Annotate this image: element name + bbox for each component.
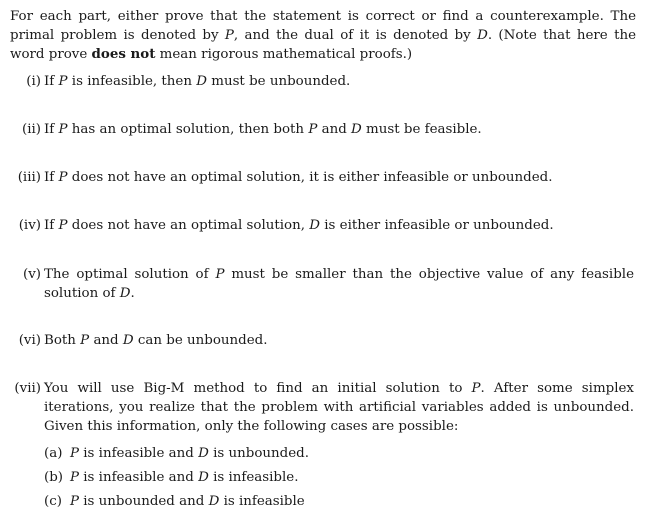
text-segment: . After some simplex iterations, you realize that the problem with artificial variables added is unbounded. Given this information, only the following cases are possible: xyxy=(44,381,634,434)
intro-paragraph xyxy=(10,7,636,64)
math-symbol: P xyxy=(58,170,68,185)
item-label: (ii) xyxy=(21,122,41,137)
item-label: (iv) xyxy=(18,218,41,233)
intro-emphasis: does not xyxy=(91,46,156,62)
text-segment: The optimal solution of xyxy=(44,267,216,282)
text-segment: can be unbounded. xyxy=(133,333,268,348)
text-segment: is unbounded and xyxy=(79,494,209,509)
math-symbol: P xyxy=(308,122,318,137)
math-symbol: P xyxy=(80,333,90,348)
text-segment: must be feasible. xyxy=(361,122,482,137)
math-symbol: D xyxy=(208,494,220,509)
text-segment: must be smaller than the objective value of any feasible solution of xyxy=(44,267,634,301)
math-symbol: D xyxy=(351,122,362,137)
text-segment: If xyxy=(44,74,59,89)
math-symbol: D xyxy=(198,470,209,485)
question-item-i xyxy=(0,72,667,91)
text-segment: is unbounded. xyxy=(208,446,309,461)
item-label: (v) xyxy=(22,267,41,282)
question-item-vii xyxy=(0,379,667,436)
question-item-ii xyxy=(0,120,667,139)
sub-item-text xyxy=(70,492,305,511)
sub-item-label: (c) xyxy=(44,494,62,509)
sub-item-label: (b) xyxy=(44,470,64,485)
item-text xyxy=(44,168,634,187)
intro-text-2: , and the dual of it is denoted by xyxy=(233,28,478,43)
item-label: (vii) xyxy=(14,381,41,396)
math-symbol: D xyxy=(122,333,134,348)
item-label: (vi) xyxy=(18,333,41,348)
text-segment: If xyxy=(44,170,59,185)
math-symbol: P xyxy=(215,267,225,282)
text-segment: If xyxy=(44,122,59,137)
text-segment: does not have an optimal solution, it is either infeasible or unbounded. xyxy=(67,170,553,185)
math-symbol: D xyxy=(119,286,131,301)
math-symbol: P xyxy=(70,494,80,509)
text-segment: is either infeasible or unbounded. xyxy=(320,218,554,233)
intro-text-4: mean rigorous mathematical proofs.) xyxy=(155,47,413,62)
text-segment: You will use Big-M method to find an initial solution to xyxy=(44,381,472,396)
question-item-vi xyxy=(0,331,667,350)
sub-item-b xyxy=(44,468,634,487)
item-label: (iii) xyxy=(17,170,41,185)
math-symbol: P xyxy=(70,470,80,485)
intro-dual-symbol: D xyxy=(477,28,488,43)
math-symbol: D xyxy=(196,74,207,89)
math-symbol: P xyxy=(58,74,68,89)
math-symbol: P xyxy=(70,446,80,461)
item-text xyxy=(44,265,634,303)
item-text xyxy=(44,72,634,91)
math-symbol: D xyxy=(309,218,320,233)
question-item-iv xyxy=(0,216,667,235)
intro-primal-symbol: P xyxy=(224,28,234,43)
intro-text-1: For each part, either prove that the statement is correct or find a counterexample. The primal problem is denoted by xyxy=(10,9,636,43)
text-segment: does not have an optimal solution, xyxy=(67,218,310,233)
math-symbol: P xyxy=(58,122,68,137)
item-text xyxy=(44,216,634,235)
text-segment: and xyxy=(89,333,123,348)
sub-item-a xyxy=(44,444,634,463)
math-symbol: D xyxy=(198,446,209,461)
item-text xyxy=(44,379,634,436)
item-label: (i) xyxy=(26,74,41,89)
sub-item-text xyxy=(70,444,309,463)
text-segment: and xyxy=(317,122,352,137)
sub-item-label: (a) xyxy=(44,446,63,461)
text-segment: If xyxy=(44,218,59,233)
text-segment: is infeasible, then xyxy=(67,74,197,89)
math-symbol: P xyxy=(58,218,68,233)
text-segment: . xyxy=(130,286,135,301)
question-item-iii xyxy=(0,168,667,187)
text-segment: is infeasible. xyxy=(208,470,299,485)
text-segment: must be unbounded. xyxy=(206,74,351,89)
item-text xyxy=(44,120,634,139)
text-segment: is infeasible and xyxy=(79,446,199,461)
sub-item-c xyxy=(44,492,634,511)
math-symbol: P xyxy=(471,381,481,396)
text-segment: is infeasible xyxy=(219,494,305,509)
item-text xyxy=(44,331,634,350)
intro-text-3: . (Note that here the word prove xyxy=(10,28,637,62)
text-segment: has an optimal solution, then both xyxy=(67,122,309,137)
text-segment: Both xyxy=(44,333,81,348)
sub-item-text xyxy=(70,468,298,487)
text-segment: is infeasible and xyxy=(79,470,199,485)
question-item-v xyxy=(0,265,667,303)
